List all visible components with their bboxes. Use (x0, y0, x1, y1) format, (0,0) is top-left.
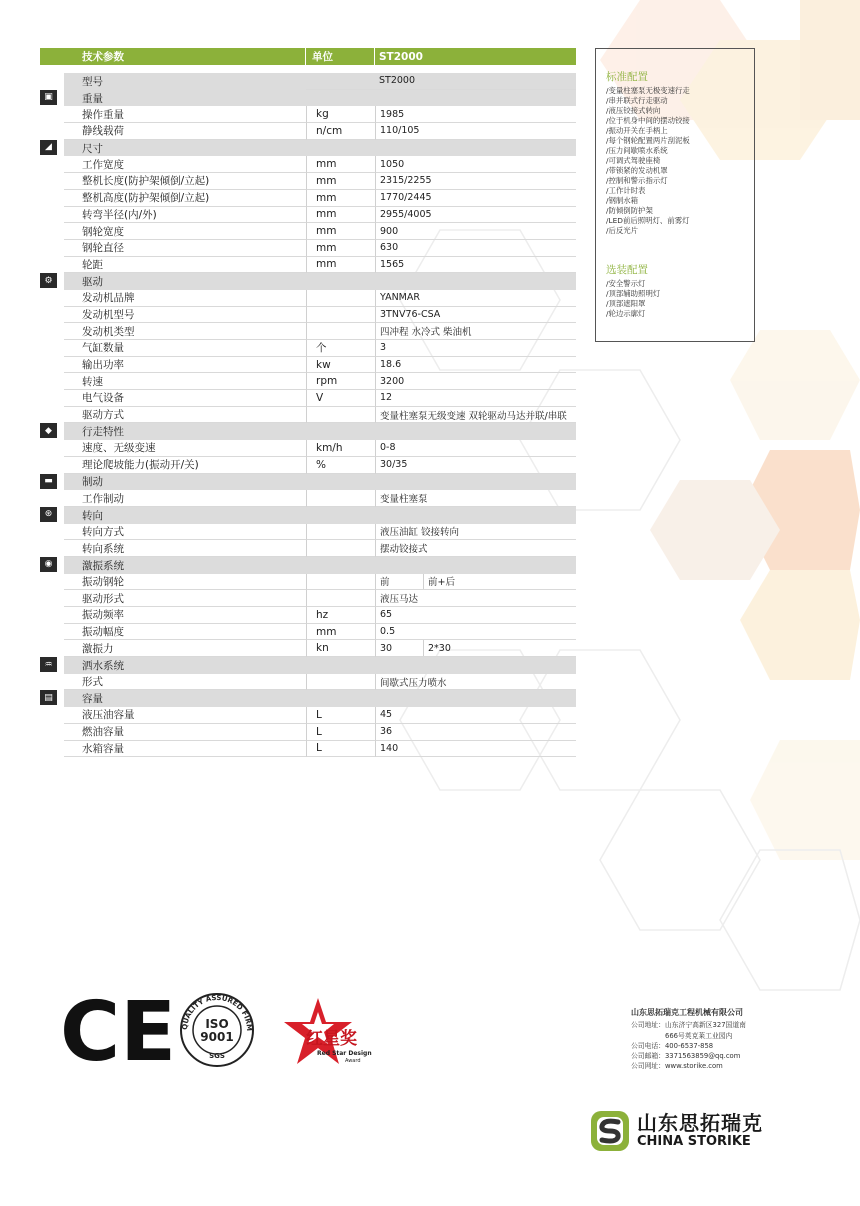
section-title: 转向 (64, 507, 576, 524)
spec-value: 1565 (380, 258, 405, 270)
section-header (40, 557, 576, 574)
spec-row (40, 707, 576, 724)
spec-label: 振动钢轮 (64, 574, 306, 591)
spec-label: 工作制动 (64, 490, 306, 507)
brand-logo (590, 1110, 763, 1152)
company-address-2: 666号英克莱工业园内 (665, 1031, 733, 1040)
company-email: 公司邮箱：3371563859@qq.com (631, 1052, 741, 1061)
spec-value-cell (375, 207, 576, 224)
iso-num-text: 9001 (200, 1030, 234, 1044)
spec-label: 静线载荷 (64, 123, 306, 140)
spec-row (40, 240, 576, 257)
spec-row (40, 290, 576, 307)
spec-label: 工作宽度 (64, 156, 306, 173)
spec-unit: mm (306, 156, 375, 173)
standard-config-item: /液压铰接式转向 (606, 106, 661, 115)
spec-value-cell (375, 457, 576, 474)
model-label: 型号 (64, 73, 306, 90)
spec-value: 18.6 (380, 359, 402, 371)
award-cn-text: 红星奖 (306, 1029, 357, 1049)
spec-unit: mm (306, 257, 375, 274)
spec-unit: kg (306, 106, 375, 123)
spec-label: 驱动形式 (64, 590, 306, 607)
spec-value-cell (375, 357, 576, 374)
spec-value-cell (375, 173, 576, 190)
spec-value-cell (375, 123, 576, 140)
spec-value: 36 (380, 726, 393, 738)
spec-value-cell (375, 223, 576, 240)
spec-label: 驱动方式 (64, 407, 306, 424)
spec-row (40, 156, 576, 173)
spec-label: 钢轮直径 (64, 240, 306, 257)
tank-icon: ▤ (40, 690, 57, 705)
section-title: 制动 (64, 474, 576, 491)
spec-table-header (40, 48, 576, 65)
iso-sgs-text: SGS (209, 1052, 225, 1060)
water-drop-icon: ♒ (40, 657, 57, 672)
spec-label: 输出功率 (64, 357, 306, 374)
spec-value: 1770/2445 (380, 192, 432, 204)
spec-value-cell (375, 307, 576, 324)
company-phone: 公司电话：400-6537-858 (631, 1041, 714, 1050)
spec-value: 30 (380, 642, 393, 654)
spec-value-cell (375, 607, 576, 624)
vehicle-icon: ◆ (40, 423, 57, 438)
spec-row (40, 407, 576, 424)
spec-value-cell (375, 390, 576, 407)
spec-value: 3200 (380, 375, 405, 387)
spec-label: 轮距 (64, 257, 306, 274)
standard-config-item: /LED前后照明灯、前雾灯 (606, 216, 690, 225)
spec-value-cell (375, 741, 576, 758)
spec-row (40, 323, 576, 340)
section-header (40, 690, 576, 707)
spec-label: 发动机型号 (64, 307, 306, 324)
spec-row (40, 440, 576, 457)
spec-value: 摆动铰接式 (380, 544, 428, 556)
spec-row (40, 257, 576, 274)
standard-config-item: /变量柱塞泵无极变速行走 (606, 86, 690, 95)
header-param: 技术参数 (40, 48, 306, 65)
spec-value: 液压马达 (380, 594, 419, 606)
spec-row (40, 741, 576, 758)
spec-value-cell (375, 524, 576, 541)
section-header (40, 140, 576, 157)
spec-row (40, 540, 576, 557)
section-header (40, 423, 576, 440)
spec-label: 理论爬坡能力(振动开/关) (64, 457, 306, 474)
spec-row (40, 574, 576, 591)
spec-row (40, 357, 576, 374)
spec-row (40, 207, 576, 224)
spec-label: 整机长度(防护架倾倒/立起) (64, 173, 306, 190)
spec-label: 振动幅度 (64, 624, 306, 641)
spec-row (40, 373, 576, 390)
spec-label: 速度、无级变速 (64, 440, 306, 457)
spec-value-cell (375, 373, 576, 390)
brand-name-en: CHINA STORIKE (637, 1134, 751, 1149)
spec-value-cell (375, 540, 576, 557)
spec-unit (306, 674, 375, 691)
spec-unit (306, 524, 375, 541)
spec-value: 变量柱塞泵无级变速 双轮驱动马达并联/串联 (380, 410, 567, 422)
spec-value: 0.5 (380, 626, 396, 638)
spec-unit: mm (306, 173, 375, 190)
model-row (40, 73, 576, 90)
spec-value: 45 (380, 709, 393, 721)
spec-label: 转向方式 (64, 524, 306, 541)
spec-row (40, 590, 576, 607)
steering-wheel-icon: ⊛ (40, 507, 57, 522)
spec-label: 形式 (64, 674, 306, 691)
spec-label: 激振力 (64, 640, 306, 657)
header-unit: 单位 (306, 48, 375, 65)
spec-value: 变量柱塞泵 (380, 494, 428, 506)
brand-name-cn: 山东思拓瑞克 (637, 1111, 763, 1135)
spec-label: 电气设备 (64, 390, 306, 407)
spec-row (40, 123, 576, 140)
config-panel (595, 48, 755, 342)
spec-unit: % (306, 457, 375, 474)
spec-row (40, 490, 576, 507)
optional-config-item: /轮边示廓灯 (606, 309, 646, 318)
spec-row (40, 524, 576, 541)
spec-value-cell (375, 257, 576, 274)
spec-value-cell (375, 590, 576, 607)
spec-value: YANMAR (380, 292, 420, 304)
spec-unit: km/h (306, 440, 375, 457)
spec-value-cell (375, 674, 576, 691)
spec-value: 30/35 (380, 459, 408, 471)
company-info (631, 1008, 746, 1072)
spec-value-cell (375, 624, 576, 641)
optional-config-title: 选装配置 (606, 264, 648, 276)
spec-unit: 个 (306, 340, 375, 357)
spec-value: 12 (380, 392, 393, 404)
spec-value-cell (375, 240, 576, 257)
section-title: 尺寸 (64, 140, 576, 157)
standard-config-item: /工作计时表 (606, 186, 646, 195)
spec-unit: n/cm (306, 123, 375, 140)
company-name: 山东思拓瑞克工程机械有限公司 (631, 1008, 743, 1017)
spec-value: 900 (380, 225, 399, 237)
spec-row (40, 640, 576, 657)
spec-row (40, 173, 576, 190)
spec-unit: hz (306, 607, 375, 624)
spec-row (40, 607, 576, 624)
spec-unit: mm (306, 240, 375, 257)
spec-label: 气缸数量 (64, 340, 306, 357)
spec-row (40, 106, 576, 123)
spec-unit: L (306, 741, 375, 758)
spec-value: 2955/4005 (380, 208, 432, 220)
section-title: 重量 (64, 90, 576, 107)
spec-unit (306, 540, 375, 557)
spec-value-cell (375, 340, 576, 357)
standard-config-title: 标准配置 (606, 71, 648, 83)
spec-value-cell (375, 440, 576, 457)
spec-unit (306, 323, 375, 340)
spec-label: 液压油容量 (64, 707, 306, 724)
model-value: ST2000 (375, 73, 576, 90)
spec-value: 间歇式压力喷水 (380, 677, 447, 689)
spec-row (40, 674, 576, 691)
spec-label: 转弯半径(内/外) (64, 207, 306, 224)
spec-label: 钢轮宽度 (64, 223, 306, 240)
spec-value-cell (375, 724, 576, 741)
spec-value-cell (375, 640, 576, 657)
ce-mark-icon (60, 992, 176, 1072)
standard-config-item: /位于机身中间的摆动铰接 (606, 116, 690, 125)
spec-unit: mm (306, 207, 375, 224)
section-title: 洒水系统 (64, 657, 576, 674)
company-address-1: 公司地址：山东济宁高新区327国道南 (631, 1021, 746, 1030)
spec-value: 1985 (380, 108, 405, 120)
spec-label: 燃油容量 (64, 724, 306, 741)
optional-config-item: /安全警示灯 (606, 279, 646, 288)
standard-config-item: /每个钢轮配置两片刮泥板 (606, 136, 690, 145)
spec-value-cell (375, 323, 576, 340)
standard-config-item: /防倾倒防护架 (606, 206, 653, 215)
spec-row (40, 457, 576, 474)
spec-value: 630 (380, 242, 399, 254)
standard-config-item: /串并联式行走驱动 (606, 96, 668, 105)
dimension-icon: ◢ (40, 140, 57, 155)
optional-config-item: /顶部辅助照明灯 (606, 289, 661, 298)
spec-unit: mm (306, 190, 375, 207)
optional-config-item: /顶部遮阳罩 (606, 299, 646, 308)
weight-icon: ▣ (40, 90, 57, 105)
company-website: 公司网址：www.storike.com (631, 1062, 723, 1071)
iso-9001-seal-icon (181, 994, 253, 1066)
spec-value-cell (375, 156, 576, 173)
spec-value: 四冲程 水冷式 柴油机 (380, 327, 472, 339)
section-header (40, 90, 576, 107)
spec-label: 操作重量 (64, 106, 306, 123)
spec-unit (306, 574, 375, 591)
spec-unit (306, 307, 375, 324)
section-title: 激振系统 (64, 557, 576, 574)
spec-value: 0-8 (380, 442, 396, 454)
spec-unit: kw (306, 357, 375, 374)
spec-unit: mm (306, 223, 375, 240)
spec-value: 前 (380, 577, 390, 589)
section-header (40, 657, 576, 674)
spec-unit: kn (306, 640, 375, 657)
spec-row (40, 190, 576, 207)
spec-value: 3 (380, 342, 387, 354)
spec-unit: V (306, 390, 375, 407)
spec-table (40, 48, 576, 757)
vibration-icon: ◉ (40, 557, 57, 572)
standard-config-item: /后反光片 (606, 226, 639, 235)
spec-unit (306, 490, 375, 507)
standard-config-item: /钢制水箱 (606, 196, 639, 205)
ce-text: CE (60, 992, 177, 1072)
spec-value-cell (375, 106, 576, 123)
spec-value: 65 (380, 609, 393, 621)
standard-config-item: /带锁紧的发动机罩 (606, 166, 668, 175)
gears-icon: ⚙ (40, 273, 57, 288)
certification-logos (60, 992, 380, 1076)
spec-label: 发动机品牌 (64, 290, 306, 307)
header-model: ST2000 (379, 50, 423, 63)
iso-main-text: ISO (205, 1017, 229, 1031)
award-en2-text: Award (345, 1058, 361, 1064)
section-title: 行走特性 (64, 423, 576, 440)
spec-value-cell (375, 574, 576, 591)
spec-label: 发动机类型 (64, 323, 306, 340)
standard-config-item: /可调式驾驶座椅 (606, 156, 661, 165)
spec-unit: rpm (306, 373, 375, 390)
section-header (40, 507, 576, 524)
spec-unit: L (306, 724, 375, 741)
spec-value-cell (375, 490, 576, 507)
spec-value: 2315/2255 (380, 175, 432, 187)
section-header (40, 474, 576, 491)
spec-value: 140 (380, 742, 399, 754)
brake-icon: ▬ (40, 474, 57, 489)
section-title: 容量 (64, 690, 576, 707)
spec-value: 110/105 (380, 125, 420, 137)
spec-value-cell (375, 290, 576, 307)
spec-value: 3TNV76-CSA (380, 308, 441, 320)
spec-label: 转速 (64, 373, 306, 390)
spec-value-cell (375, 407, 576, 424)
section-header (40, 273, 576, 290)
spec-value: 1050 (380, 158, 405, 170)
storike-logo-icon (590, 1110, 630, 1152)
spec-unit (306, 590, 375, 607)
standard-config-item: /压力间歇喷水系统 (606, 146, 668, 155)
spec-label: 振动频率 (64, 607, 306, 624)
spec-label: 整机高度(防护架倾倒/立起) (64, 190, 306, 207)
spec-row (40, 307, 576, 324)
spec-unit (306, 407, 375, 424)
iso-ring-text: QUALITY ASSURED FIRM (180, 993, 254, 1032)
spec-unit: mm (306, 624, 375, 641)
spec-value-cell (375, 707, 576, 724)
section-title: 驱动 (64, 273, 576, 290)
spec-row (40, 340, 576, 357)
spec-value-2: 前+后 (423, 574, 576, 590)
spec-row (40, 390, 576, 407)
award-en1-text: Red Star Design (317, 1050, 372, 1057)
standard-config-item: /振动开关在手柄上 (606, 126, 668, 135)
red-star-award-icon (284, 998, 372, 1064)
spec-unit: L (306, 707, 375, 724)
spec-value-2: 2*30 (423, 640, 576, 656)
spec-row (40, 223, 576, 240)
spec-value: 液压油缸 铰接转向 (380, 527, 460, 539)
spec-value-cell (375, 190, 576, 207)
spec-label: 转向系统 (64, 540, 306, 557)
spec-row (40, 724, 576, 741)
spec-row (40, 624, 576, 641)
spec-unit (306, 290, 375, 307)
standard-config-item: /控制和警示指示灯 (606, 176, 668, 185)
spec-label: 水箱容量 (64, 741, 306, 758)
